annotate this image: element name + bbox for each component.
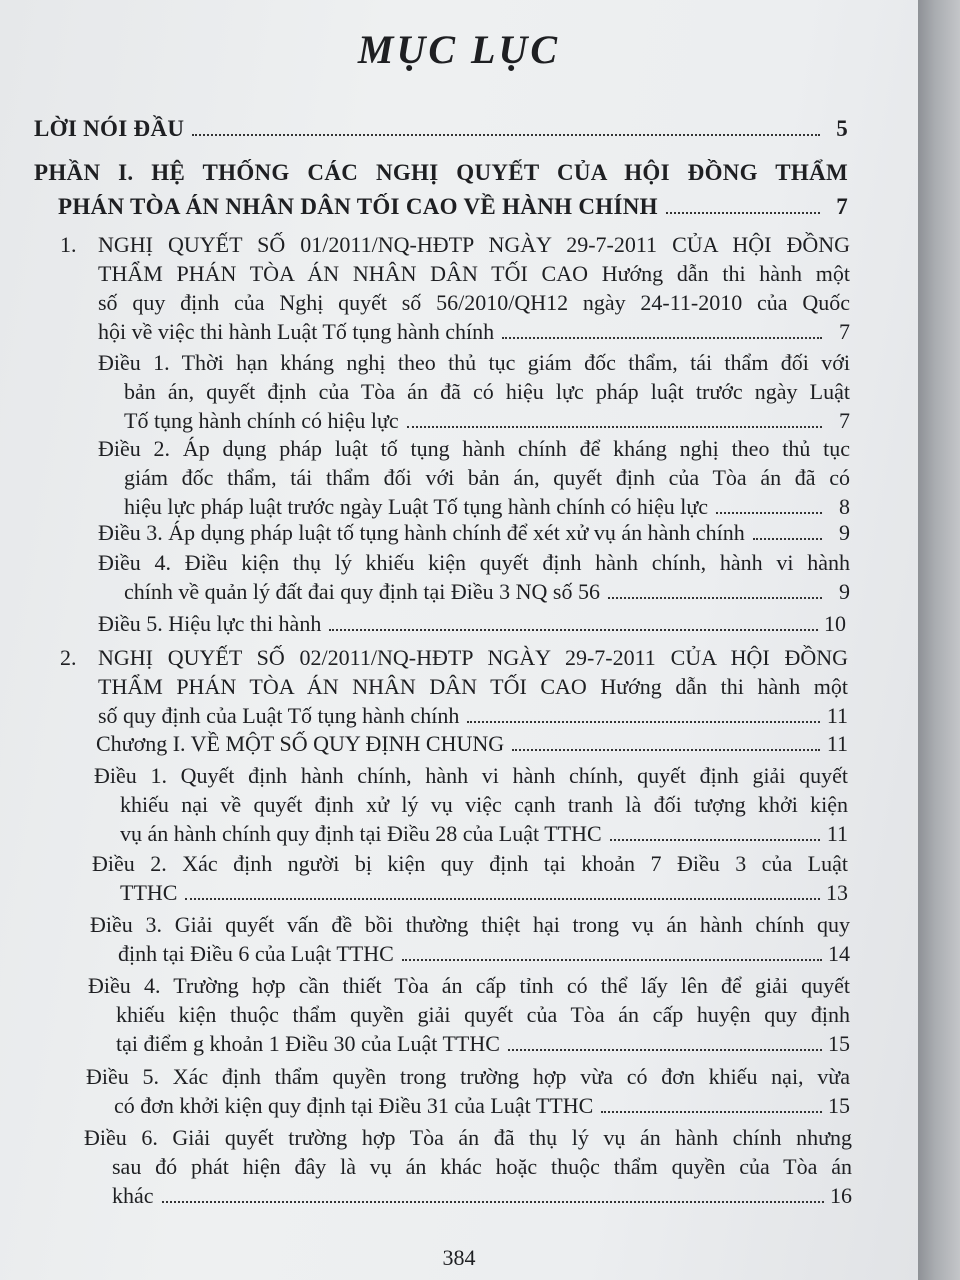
toc-entry (96, 729, 848, 758)
toc-page-number: 7 (839, 408, 850, 433)
dot-leader (162, 1201, 824, 1203)
toc-entry (60, 643, 848, 730)
dot-leader (610, 839, 820, 841)
toc-page-number: 7 (836, 194, 848, 219)
toc-entry-line: Điều 4. Điều kiện thụ lý khiếu kiện quyết định hành chính, hành vi hành (98, 550, 850, 575)
toc-entry (60, 230, 850, 346)
toc-entry-line: Điều 3. Giải quyết vấn đề bồi thường thiệt hại trong vụ án hành chính quy (90, 912, 850, 937)
toc-page-number: 9 (839, 520, 850, 545)
toc-entry (98, 518, 850, 547)
toc-entry-line: tại điểm g khoản 1 Điều 30 của Luật TTHC (116, 1031, 500, 1056)
toc-entry-line: PHẦN I. HỆ THỐNG CÁC NGHỊ QUYẾT CỦA HỘI ĐỒNG THẨM (34, 160, 848, 185)
toc-entry-line: chính về quản lý đất đai quy định tại Điều 3 NQ số 56 (124, 579, 600, 604)
toc-entry (98, 548, 850, 606)
toc-entry-line: số quy định của Luật Tố tụng hành chính (98, 703, 460, 728)
toc-entry (88, 971, 850, 1058)
dot-leader (608, 597, 822, 599)
toc-entry-line: Điều 6. Giải quyết trường hợp Tòa án đã thụ lý vụ án hành chính nhưng (84, 1125, 852, 1150)
toc-entry-line: NGHỊ QUYẾT SỐ 02/2011/NQ-HĐTP NGÀY 29-7-2011 CỦA HỘI ĐỒNG (98, 645, 848, 670)
toc-entry-line: Tố tụng hành chính có hiệu lực (124, 408, 399, 433)
dot-leader (502, 337, 822, 339)
toc-entry-line: có đơn khởi kiện quy định tại Điều 31 của Luật TTHC (114, 1093, 594, 1118)
toc-entry-line: PHÁN TÒA ÁN NHÂN DÂN TỐI CAO VỀ HÀNH CHÍNH (58, 194, 658, 219)
toc-entry (98, 348, 850, 435)
dot-leader (192, 134, 820, 136)
dot-leader (508, 1049, 822, 1051)
dot-leader (601, 1111, 822, 1113)
toc-entry-line: Điều 5. Xác định thẩm quyền trong trường hợp vừa có đơn khiếu nại, vừa (86, 1064, 850, 1089)
dot-leader (716, 512, 822, 514)
toc-entry-line: khiếu kiện thuộc thẩm quyền giải quyết của Tòa án cấp huyện quy định (116, 1002, 850, 1027)
toc-entry-line: Điều 5. Hiệu lực thi hành (98, 611, 322, 636)
toc-entry (92, 849, 848, 907)
dot-leader (753, 538, 822, 540)
toc-page-number: 11 (826, 703, 848, 728)
dot-leader (329, 629, 818, 631)
dot-leader (402, 959, 822, 961)
toc-entry (98, 609, 846, 638)
toc-page-number: 14 (828, 941, 850, 966)
toc-entry (34, 112, 848, 146)
book-spine-edge (918, 0, 960, 1280)
toc-page-number: 11 (826, 731, 848, 756)
toc-entry-number: 2. (60, 645, 77, 670)
toc-entry-line: Điều 3. Áp dụng pháp luật tố tụng hành chính để xét xử vụ án hành chính (98, 520, 745, 545)
toc-entry (84, 1123, 852, 1210)
toc-entry (98, 434, 850, 521)
toc-entry (86, 1062, 850, 1120)
toc-entry-line: định tại Điều 6 của Luật TTHC (118, 941, 394, 966)
toc-entry-line: bản án, quyết định của Tòa án đã có hiệu lực pháp luật trước ngày Luật (124, 379, 850, 404)
toc-page-number: 5 (836, 116, 848, 141)
toc-entry-line: Điều 2. Áp dụng pháp luật tố tụng hành chính để kháng nghị theo thủ tục (98, 436, 850, 461)
toc-page-number: 10 (824, 611, 846, 636)
dot-leader (666, 212, 820, 214)
toc-entry-line: vụ án hành chính quy định tại Điều 28 của Luật TTHC (120, 821, 602, 846)
toc-page-number: 7 (839, 319, 850, 344)
dot-leader (407, 426, 822, 428)
toc-entry-line: TTHC (120, 880, 178, 905)
dot-leader (467, 721, 820, 723)
toc-entry-line: giám đốc thẩm, tái thẩm đối với bản án, quyết định của Tòa án đã có (124, 465, 850, 490)
toc-page-number: 11 (826, 821, 848, 846)
toc-entry-line: số quy định của Nghị quyết số 56/2010/QH12 ngày 24-11-2010 của Quốc (98, 290, 850, 315)
page-number: 384 (442, 1245, 476, 1270)
toc-entry-line: Điều 1. Quyết định hành chính, hành vi hành chính, quyết định giải quyết (94, 763, 848, 788)
toc-page-number: 8 (839, 494, 850, 519)
toc-entry-line: NGHỊ QUYẾT SỐ 01/2011/NQ-HĐTP NGÀY 29-7-2011 CỦA HỘI ĐỒNG (98, 232, 850, 257)
toc-entry-line: hiệu lực pháp luật trước ngày Luật Tố tụng hành chính có hiệu lực (124, 494, 709, 519)
toc-entry-line: Chương I. VỀ MỘT SỐ QUY ĐỊNH CHUNG (96, 731, 505, 756)
toc-entry-line: LỜI NÓI ĐẦU (34, 116, 185, 141)
toc-entry-line: Điều 2. Xác định người bị kiện quy định tại khoản 7 Điều 3 của Luật (92, 851, 848, 876)
toc-entry-line: Điều 1. Thời hạn kháng nghị theo thủ tục giám đốc thẩm, tái thẩm đối với (98, 350, 850, 375)
toc-entry-line: THẨM PHÁN TÒA ÁN NHÂN DÂN TỐI CAO Hướng dẫn thi hành một (98, 674, 848, 699)
toc-entry (94, 761, 848, 848)
toc-page-number: 16 (830, 1183, 852, 1208)
dot-leader (512, 749, 820, 751)
dot-leader (185, 898, 820, 900)
toc-entry-line: THẨM PHÁN TÒA ÁN NHÂN DÂN TỐI CAO Hướng dẫn thi hành một (98, 261, 850, 286)
toc-page-number: 15 (828, 1093, 850, 1118)
toc-entry-line: khiếu nại về quyết định xử lý vụ việc cạnh tranh là đối tượng khởi kiện (120, 792, 848, 817)
page-title: MỤC LỤC (357, 27, 561, 72)
toc-entry-number: 1. (60, 232, 77, 257)
toc-page-number: 9 (839, 579, 850, 604)
toc-entry (34, 156, 848, 224)
toc-entry-line: Điều 4. Trường hợp cần thiết Tòa án cấp tỉnh có thể lấy lên để giải quyết (88, 973, 850, 998)
toc-entry (90, 910, 850, 968)
toc-entry-line: hội về việc thi hành Luật Tố tụng hành chính (98, 319, 495, 344)
toc-page-number: 15 (828, 1031, 850, 1056)
toc-entry-line: sau đó phát hiện đây là vụ án khác hoặc thuộc thẩm quyền của Tòa án (112, 1154, 852, 1179)
toc-page-number: 13 (826, 880, 848, 905)
toc-entry-line: khác (112, 1183, 154, 1208)
